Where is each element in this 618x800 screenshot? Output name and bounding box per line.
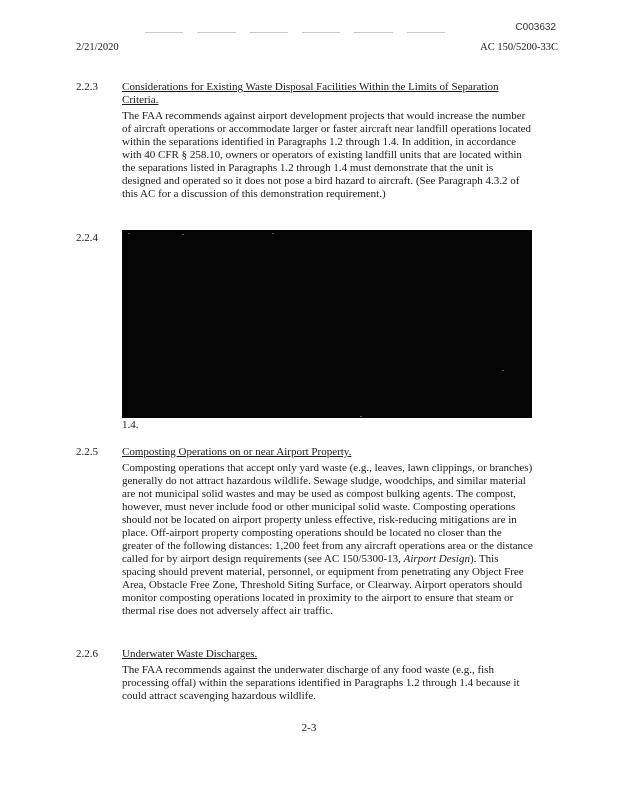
paragraph-text-part-2: ). This spacing should prevent material, personnel, or equipment from penetrating any Object Free Area, Obstacle Free Zone, Threshold Siting Surface, or Clearway. Airport operators should monitor composting operations located in proximity to the airport to ensure that steam or thermal rise does not adversely affect air traffic. bbox=[122, 553, 524, 617]
section-title: Underwater Waste Discharges. bbox=[122, 648, 258, 660]
section-2-2-3 bbox=[76, 81, 534, 201]
section-title: Considerations for Existing Waste Disposal Facilities Within the Limits of Separation Criteria. bbox=[122, 81, 499, 106]
redaction-block bbox=[122, 230, 532, 418]
redaction-tail-text: 1.4. bbox=[122, 419, 139, 431]
section-paragraph bbox=[122, 462, 534, 618]
section-paragraph: The FAA recommends against airport development projects that would increase the number of aircraft operations or accommodate larger or faster aircraft near landfill operations located within the separations identified in Paragraphs 1.2 through 1.4. In addition, in accordance with 40 CFR § 258.10, owners or operators of existing landfill units that are located within the separations listed in Paragraphs 1.2 through 1.4 must demonstrate that the unit is designed and operated so it does not pose a bird hazard to aircraft. (See Paragraph 4.3.2 of this AC for a discussion of this demonstration requirement.) bbox=[122, 110, 532, 200]
section-number: 2.2.4 bbox=[76, 232, 98, 244]
paragraph-text-part-1: Composting operations that accept only yard waste (e.g., leaves, lawn clippings, or branches) generally do not attract hazardous wildlife. Sewage sludge, woodchips, and similar material are not municipal solid wastes and may be used as compost bulking agents. The compost, however, must never include food or other municipal solid waste. Composting operations should not be located on airport property unless effective, risk-reducing mitigations are in place. Off-airport property composting operations should be located no closer than the greater of the following distances: 1,200 feet from any aircraft operations area or the distance called for by airport design requirements (see AC 150/5300-13, bbox=[122, 462, 533, 565]
faint-header-marks bbox=[145, 30, 445, 34]
header-date: 2/21/2020 bbox=[76, 42, 119, 53]
running-header bbox=[76, 42, 558, 53]
header-doc-id: AC 150/5200-33C bbox=[480, 42, 558, 53]
bates-stamp: C003632 bbox=[515, 22, 556, 33]
section-number: 2.2.6 bbox=[76, 648, 98, 660]
paragraph-italic-title: Airport Design bbox=[403, 553, 470, 565]
section-title: Composting Operations on or near Airport Property. bbox=[122, 446, 352, 458]
section-2-2-5 bbox=[76, 446, 534, 618]
section-2-2-6 bbox=[76, 648, 534, 703]
section-paragraph: The FAA recommends against the underwater discharge of any food waste (e.g., fish processing offal) within the separations identified in Paragraphs 1.2 through 1.4 because it could attract scavenging hazardous wildlife. bbox=[122, 664, 520, 702]
page-number: 2-3 bbox=[301, 722, 317, 734]
section-2-2-4 bbox=[76, 232, 534, 432]
section-number: 2.2.5 bbox=[76, 446, 98, 458]
section-number: 2.2.3 bbox=[76, 81, 98, 93]
